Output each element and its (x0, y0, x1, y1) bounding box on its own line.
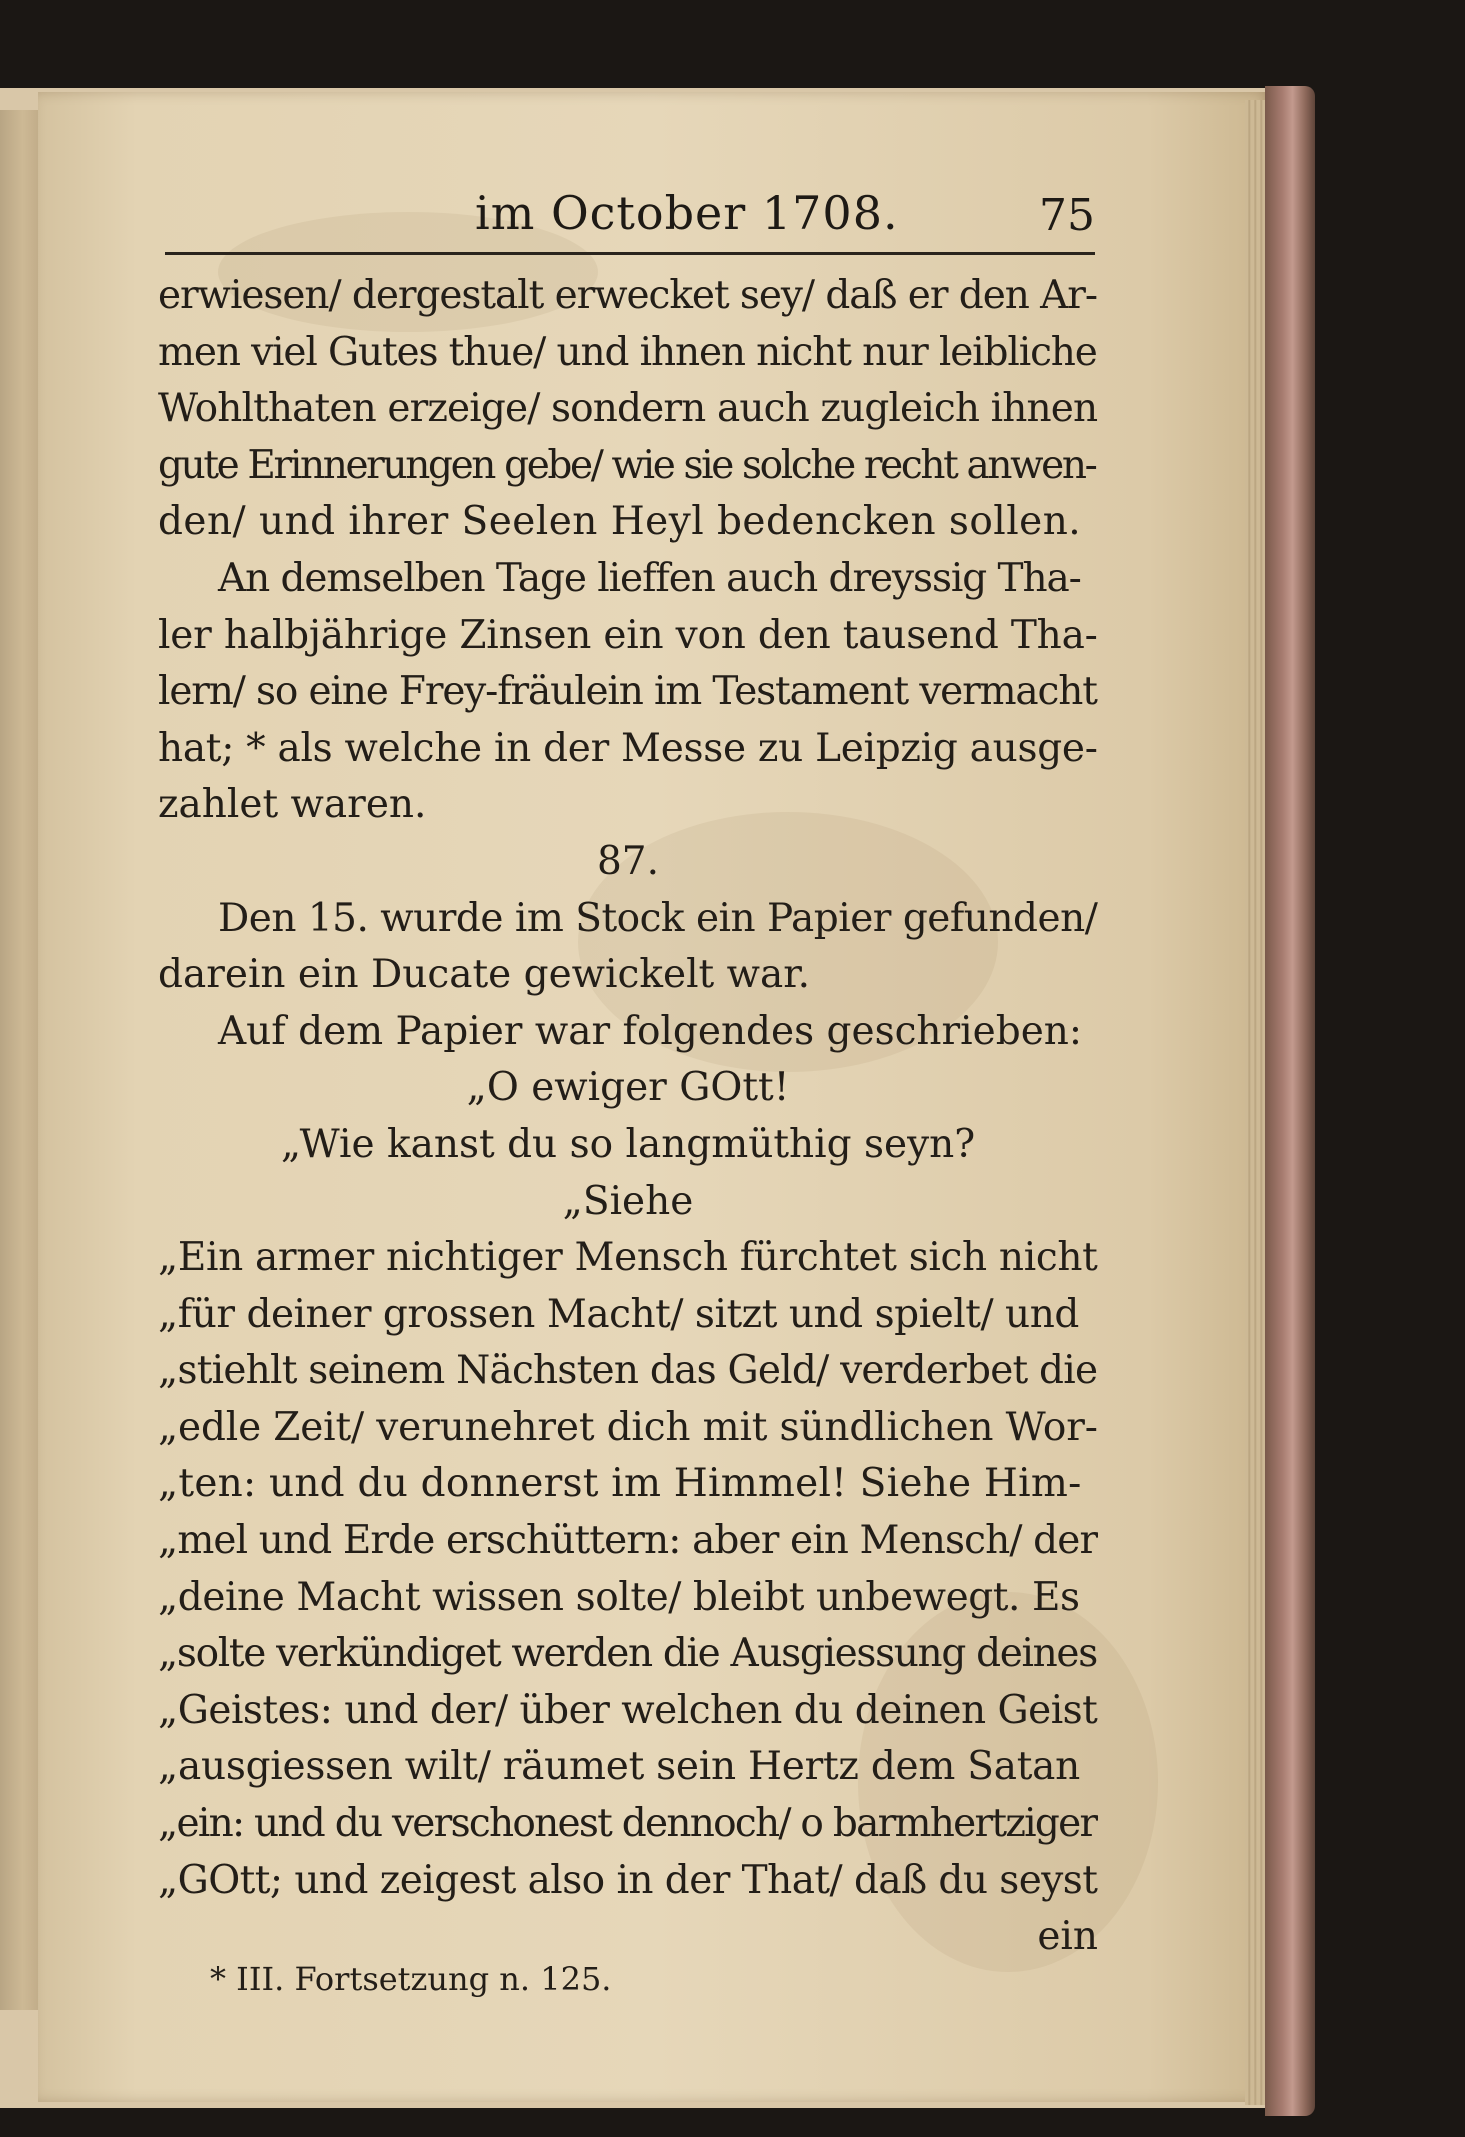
text-line: den/ und ihrer Seelen Heyl bedencken sollen. (158, 499, 1082, 545)
text-line: „für deiner grossen Macht/ sitzt und spielt/ und (158, 1291, 1079, 1337)
text-line: „stiehlt seinem Nächsten das Geld/ verderbet die (158, 1348, 1098, 1394)
text-line: Auf dem Papier war folgendes geschrieben: (218, 1008, 1083, 1054)
text-line: zahlet waren. (158, 782, 427, 828)
text-line: gute Erinnerungen gebe/ wie sie solche recht anwen- (158, 442, 1096, 488)
header-rule (165, 252, 1095, 255)
text-line: lern/ so eine Frey-fräulein im Testament vermacht (158, 669, 1097, 715)
text-line: hat; * als welche in der Messe zu Leipzig ausge- (158, 725, 1098, 771)
text-line: An demselben Tage lieffen auch dreyssig Tha- (218, 555, 1081, 601)
text-line: „ein: und du verschonest dennoch/ o barmhertziger (158, 1801, 1097, 1847)
book-cover (1265, 86, 1315, 2116)
text-line: „edle Zeit/ verunehret dich mit sündlichen Wor- (158, 1404, 1098, 1450)
footnote: * III. Fortsetzung n. 125. (210, 1960, 612, 1998)
body-text (158, 268, 1098, 1966)
text-line: „Ein armer nichtiger Mensch fürchtet sich nicht (158, 1235, 1098, 1281)
text-line: „ausgiessen wilt/ räumet sein Hertz dem Satan (158, 1744, 1081, 1790)
text-line: „Wie kanst du so langmüthig seyn? (280, 1121, 976, 1167)
text-line: ler halbjährige Zinsen ein von den tausend Tha- (158, 612, 1098, 658)
text-line: ein (1037, 1914, 1098, 1960)
text-line: „GOtt; und zeigest also in der That/ daß du seyst (158, 1857, 1098, 1903)
page-header (165, 186, 1095, 246)
text-line: men viel Gutes thue/ und ihnen nicht nur leibliche (158, 329, 1097, 375)
text-line: Den 15. wurde im Stock ein Papier gefunden/ (218, 895, 1098, 941)
running-head: im October 1708. (475, 186, 899, 240)
previous-page-edge (0, 110, 38, 2010)
page-number: 75 (1039, 190, 1095, 241)
text-line: Wohlthaten erzeige/ sondern auch zugleich ihnen (158, 386, 1098, 432)
text-line: darein ein Ducate gewickelt war. (158, 952, 811, 998)
text-line: „O ewiger GOtt! (466, 1065, 790, 1111)
text-line: 87. (596, 838, 660, 884)
text-line: „Geistes: und der/ über welchen du deinen Geist (158, 1687, 1098, 1733)
text-line: erwiesen/ dergestalt erwecket sey/ daß er den Ar- (158, 273, 1097, 318)
text-line: „deine Macht wissen solte/ bleibt unbewegt. Es (158, 1574, 1080, 1620)
text-line: „Siehe (562, 1178, 694, 1224)
text-line: „ten: und du donnerst im Himmel! Siehe Him- (158, 1461, 1082, 1507)
text-line: „mel und Erde erschüttern: aber ein Mensch/ der (158, 1518, 1098, 1564)
text-line: „solte verkündiget werden die Ausgiessung deines (158, 1631, 1097, 1677)
